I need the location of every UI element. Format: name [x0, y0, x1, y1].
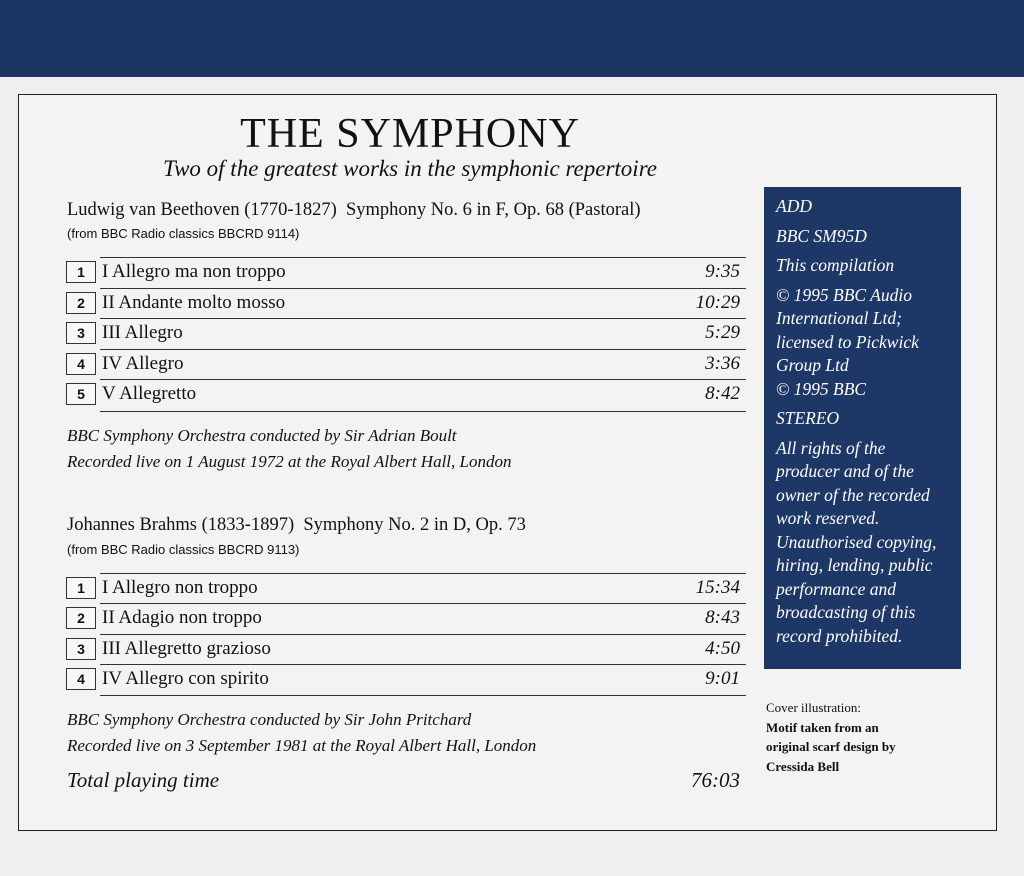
page-title: THE SYMPHONY [240, 111, 580, 157]
track-number: 2 [66, 607, 96, 629]
track-title: II Andante molto mosso [102, 291, 286, 313]
track-title: IV Allegro con spirito [102, 667, 269, 689]
track-row [66, 574, 746, 604]
composer: Johannes Brahms (1833-1897) [67, 515, 295, 535]
track-row [66, 635, 746, 665]
track-number: 4 [66, 668, 96, 690]
panel-line: Group Ltd [776, 355, 849, 375]
composer: Ludwig van Beethoven (1770-1827) [67, 200, 337, 220]
track-number: 1 [66, 577, 96, 599]
total-time: 76:03 [691, 768, 740, 792]
info-panel [764, 187, 961, 669]
track-row [66, 289, 746, 319]
divider [100, 664, 746, 665]
cover-line: Cressida Bell [766, 758, 840, 774]
panel-line: hiring, lending, public [776, 555, 933, 575]
divider [100, 573, 746, 574]
track-title: III Allegro [102, 322, 183, 344]
panel-line: Unauthorised copying, [776, 531, 937, 552]
track-duration: 9:01 [705, 667, 740, 689]
panel-line: owner of the recorded [776, 484, 930, 505]
panel-line: This compilation [776, 255, 895, 275]
divider [100, 603, 746, 604]
piece: Symphony No. 6 in F, Op. 68 (Pastoral) [345, 200, 641, 220]
track-number: 3 [66, 638, 96, 660]
panel-line: ADD [776, 196, 812, 216]
track-duration: 3:36 [705, 352, 740, 374]
panel-line: All rights of the [776, 437, 886, 458]
track-duration: 10:29 [695, 291, 740, 313]
track-row [66, 665, 746, 695]
track-duration: 8:42 [705, 383, 740, 405]
orchestra-credit: BBC Symphony Orchestra conducted by Sir Adrian Boult [67, 426, 457, 445]
divider [100, 288, 746, 289]
page-subtitle: Two of the greatest works in the symphonic repertoire [162, 156, 658, 181]
cover-line: original scarf design by [766, 739, 896, 754]
credits-brahms [67, 707, 536, 759]
cover-label: Cover illustration: [766, 700, 861, 715]
piece: Symphony No. 2 in D, Op. 73 [303, 515, 526, 535]
panel-line: performance and [776, 578, 897, 599]
track-duration: 8:43 [705, 607, 740, 629]
track-row [66, 258, 746, 288]
panel-line: STEREO [776, 408, 840, 428]
panel-line: © 1995 BBC Audio [776, 284, 912, 305]
track-duration: 9:35 [705, 261, 740, 282]
total-label: Total playing time [67, 768, 220, 792]
track-title: I Allegro ma non troppo [102, 261, 286, 282]
divider [100, 257, 746, 258]
track-row [66, 604, 746, 634]
panel-line: licensed to Pickwick [776, 331, 919, 352]
divider [100, 318, 746, 319]
source-note: (from BBC Radio classics BBCRD 9114) [67, 226, 300, 241]
track-number: 5 [66, 383, 96, 405]
track-row [66, 319, 746, 349]
track-row [66, 380, 746, 410]
track-number: 1 [66, 261, 96, 283]
track-title: III Allegretto grazioso [102, 637, 271, 659]
orchestra-credit: BBC Symphony Orchestra conducted by Sir John Pritchard [67, 710, 472, 729]
panel-line: BBC SM95D [776, 225, 867, 246]
track-number: 2 [66, 292, 96, 314]
track-number: 4 [66, 353, 96, 375]
work-heading-brahms [67, 515, 526, 536]
track-title: V Allegretto [102, 383, 197, 405]
divider [100, 349, 746, 350]
divider [100, 411, 746, 412]
track-title: IV Allegro [102, 352, 184, 374]
cover-credit [766, 698, 896, 776]
track-title: II Adagio non troppo [102, 607, 262, 629]
top-band [0, 0, 1024, 77]
divider [100, 634, 746, 635]
track-title: I Allegro non troppo [102, 577, 258, 598]
panel-line: broadcasting of this [776, 602, 916, 622]
recording-credit: Recorded live on 1 August 1972 at the Royal Albert Hall, London [67, 452, 512, 471]
credits-beethoven [67, 423, 511, 475]
track-duration: 4:50 [705, 637, 740, 659]
panel-line: International Ltd; [776, 308, 902, 328]
panel-line: record prohibited. [776, 625, 903, 646]
cover-line: Motif taken from an [766, 719, 879, 735]
panel-line: work reserved. [776, 508, 880, 528]
track-number: 3 [66, 322, 96, 344]
panel-line: © 1995 BBC [776, 378, 867, 399]
track-duration: 5:29 [705, 322, 740, 344]
recording-credit: Recorded live on 3 September 1981 at the Royal Albert Hall, London [67, 736, 537, 755]
source-note: (from BBC Radio classics BBCRD 9113) [67, 542, 300, 557]
divider [100, 379, 746, 380]
track-duration: 15:34 [695, 577, 740, 598]
divider [100, 695, 746, 696]
panel-line: producer and of the [776, 461, 914, 481]
work-heading-beethoven [67, 200, 641, 221]
track-row [66, 350, 746, 380]
